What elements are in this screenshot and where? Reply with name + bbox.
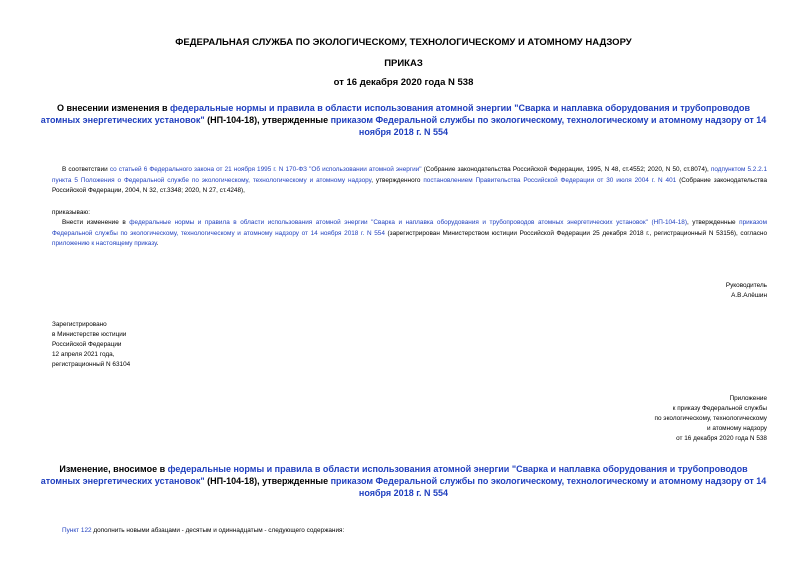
amendment-text: дополнить новыми абзацами - десятым и одиннадцатым - следующего содержания: [91, 527, 345, 534]
registration-line: 12 апреля 2021 года, [52, 351, 115, 358]
title2-pre: Изменение, вносимое в [59, 464, 168, 474]
order-text-1: Внести изменение в [62, 219, 130, 226]
order-paragraph [52, 218, 767, 250]
link-regulation-subparagraph[interactable]: подпунктом 5.2.2.1 пункта 5 Положения о Федеральной службе по экологическому, технологическому и атомному надзору [52, 166, 768, 184]
registration-block [52, 320, 130, 370]
preamble-text-3: , утвержденного [371, 176, 424, 184]
preamble-paragraph [52, 165, 767, 197]
title2-link-norms[interactable]: федеральные нормы и правила в области использования атомной энергии "Сварка и наплавка оборудования и трубопроводов атомных энергетических установок" [40, 464, 748, 486]
amendment-paragraph [52, 526, 767, 537]
title-link-norms[interactable]: федеральные нормы и правила в области использования атомной энергии "Сварка и наплавка оборудования и трубопроводов атомных энергетических установок" [40, 103, 751, 125]
appendix-line: к приказу Федеральной службы [672, 405, 767, 412]
doc-date-number: от 16 декабря 2020 года N 538 [333, 77, 474, 88]
preamble-text-4: (Собрание законодательства Российской Федерации, 2004, N 32, ст.3348; 2020, N 27, ст.4248), [52, 176, 768, 194]
registration-line: Российской Федерации [52, 341, 122, 348]
title-pre: О внесении изменения в [56, 103, 170, 113]
appendix-title [40, 463, 767, 499]
signature-role: Руководитель [725, 282, 767, 289]
link-government-decree[interactable]: постановлением Правительства Российской Федерации от 30 июля 2004 г. N 401 [423, 176, 677, 184]
appendix-line: и атомному надзору [707, 425, 767, 432]
registration-line: в Министерстве юстиции [52, 331, 127, 338]
order-title [40, 102, 767, 138]
signature-block [726, 281, 767, 301]
order-text-4: . [156, 240, 159, 247]
link-appendix[interactable]: приложению к настоящему приказу [52, 240, 157, 247]
appendix-line: по экологическому, технологическому [654, 415, 767, 422]
title-mid: (НП-104-18), утвержденные [204, 115, 331, 125]
preamble-text-1: В соответствии [62, 166, 110, 173]
doc-type: ПРИКАЗ [384, 58, 423, 69]
appendix-line: от 16 декабря 2020 года N 538 [676, 435, 767, 442]
link-point-122[interactable]: Пункт 122 [62, 527, 92, 534]
title2-mid: (НП-104-18), утвержденные [204, 476, 331, 486]
registration-line: Зарегистрировано [52, 321, 107, 328]
order-text-3: (зарегистрирован Министерством юстиции Российской Федерации 25 декабря 2018 г., регистрационный N 53156), согласно [384, 229, 767, 237]
registration-line: регистрационный N 63104 [52, 361, 131, 368]
link-norms[interactable]: федеральные нормы и правила в области использования атомной энергии "Сварка и наплавка оборудования и трубопроводов атомных энергетических установок" (НП-104-18) [129, 219, 687, 226]
signature-name: А.В.Алёшин [731, 292, 767, 299]
preamble-text-2: (Собрание законодательства Российской Федерации, 1995, N 48, ст.4552; 2020, N 50, ст.8074), [421, 166, 711, 173]
agency-name: ФЕДЕРАЛЬНАЯ СЛУЖБА ПО ЭКОЛОГИЧЕСКОМУ, ТЕХНОЛОГИЧЕСКОМУ И АТОМНОМУ НАДЗОРУ [175, 37, 632, 48]
order-word: приказываю: [52, 209, 90, 216]
appendix-note [655, 394, 767, 444]
link-law-article[interactable]: со статьей 6 Федерального закона от 21 ноября 1995 г. N 170-ФЗ "Об использовании атомной энергии" [109, 166, 422, 173]
link-order-554[interactable]: приказом Федеральной службы по экологическому, технологическому и атомному надзору от 14 ноября 2018 г. N 554 [52, 219, 767, 237]
order-text-2: , утвержденные [686, 219, 740, 226]
title-link-order[interactable]: приказом Федеральной службы по экологическому, технологическому и атомному надзору от 14 ноября 2018 г. N 554 [330, 115, 767, 137]
appendix-line: Приложение [729, 395, 767, 402]
title2-link-order[interactable]: приказом Федеральной службы по экологическому, технологическому и атомному надзору от 14 ноября 2018 г. N 554 [330, 476, 767, 498]
